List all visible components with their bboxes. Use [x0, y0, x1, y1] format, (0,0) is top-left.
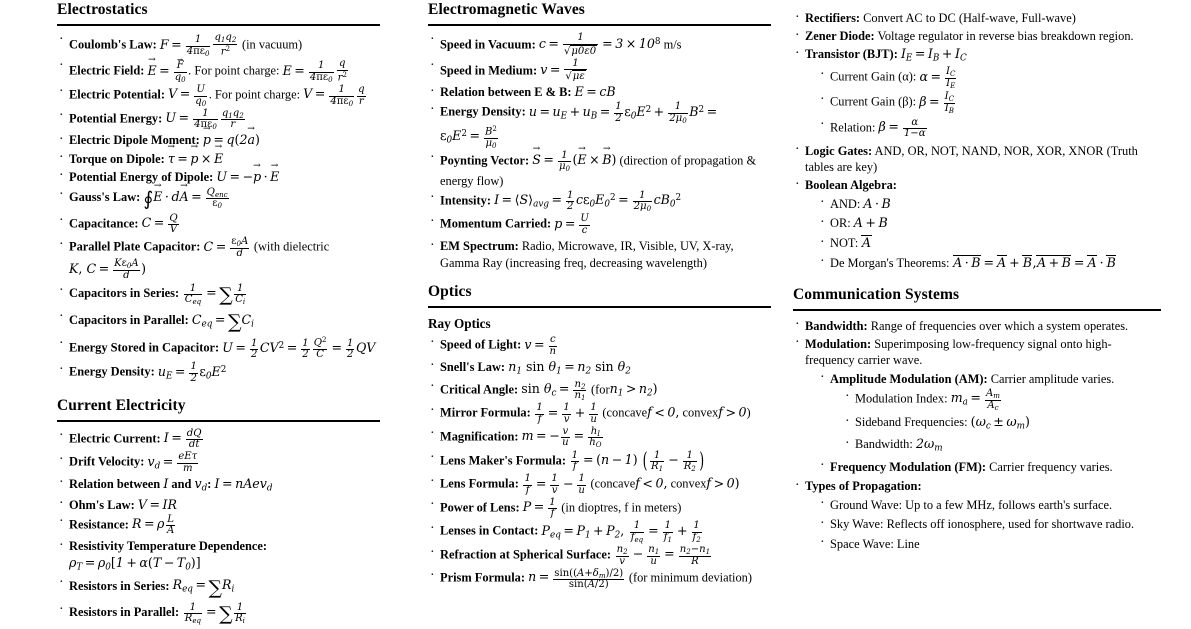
list-item [428, 84, 771, 101]
formula-prism: n = $\frac{\sin((A+\delta_m)/2)}{\sin(A/2)}$ [528, 567, 624, 591]
term-label: Electric Field: [69, 63, 145, 78]
electrostatics-list [57, 33, 380, 385]
am-sublist [843, 389, 1161, 456]
formula-cap-parallel: $C_{eq} = \sum C_i$ [191, 310, 254, 333]
formula-magnification: m = − $\frac{v}{u}$ = $\frac{h_I}{h_O}$ [521, 425, 602, 450]
formula-or: A + B [853, 215, 888, 231]
section-heading-communication: Communication Systems [793, 285, 960, 303]
term-label: Snell's Law: [440, 359, 506, 374]
list-item [57, 362, 380, 384]
list-item [793, 10, 1161, 27]
term-label: Prism Formula: [440, 570, 525, 585]
current-electricity-list [57, 429, 380, 628]
section-heading-optics: Optics [428, 283, 472, 301]
list-item [428, 102, 771, 149]
formula-modulation-index: $m_a$ = $\frac{A_m}{A_c}$ [950, 388, 1000, 412]
term-label: Coulomb's Law: [69, 37, 157, 52]
formula-electric-potential: V = $\frac{U}{q_0}$ [168, 83, 207, 108]
term-label: Rectifiers: [805, 11, 861, 25]
sub-label: Current Gain (α): [830, 69, 917, 84]
formula-resistance: R = ρ $\frac{L}{A}$ [131, 513, 175, 537]
formula-ohms-law: V = IR [137, 496, 177, 512]
formula-bjt-currents: $I_E = I_B + I_C$ [900, 46, 967, 64]
list-item [57, 602, 380, 627]
term-label: Capacitance: [69, 215, 139, 230]
formula-lens-makers: $\frac{1}{f}$ = (n − 1) ( $\frac{1}{R_1}$ − $\frac{1}{R_2}$ ) [571, 447, 705, 474]
formula-em-energy-density-cont: $\varepsilon_0E^2$ = $\frac{B^2}{\mu_0}$ [440, 123, 497, 150]
list-item [57, 310, 380, 335]
list-item [428, 335, 771, 357]
heading-rule [428, 24, 771, 26]
sub-label: Modulation Index: [855, 391, 948, 406]
unit-label: m/s [663, 37, 682, 52]
term-label: EM Spectrum: [440, 239, 519, 254]
term-label: Torque on Dipole: [69, 151, 165, 166]
list-item [793, 318, 1161, 335]
formula-dipole-energy: U = −p → · E → [216, 169, 279, 184]
term-label: Relation between [69, 476, 161, 491]
logic-gates-text: AND, OR, NOT, NAND, NOR, XOR, XNOR (Truth tables are key) [805, 143, 1138, 175]
list-item [57, 429, 380, 451]
formula-beta-alpha: β = $\frac{\alpha}{1-\alpha}$ [878, 116, 926, 140]
list-item [428, 33, 771, 57]
fm-text: Carrier frequency varies. [989, 459, 1113, 474]
formula-cap-series: $\frac{1}{C_{eq}}$ = ∑ $\frac{1}{C_i}$ [184, 282, 246, 307]
formula-electric-field: E → = $\frac{F \to}{q_0}$ [147, 63, 188, 78]
ground-wave-text: Ground Wave: Up to a few MHz, follows earth's surface. [830, 497, 1113, 512]
list-item [57, 169, 380, 186]
list-item [57, 59, 380, 84]
sub-label: Sideband Frequencies: [855, 415, 968, 430]
list-item [843, 436, 1161, 455]
formula-e-cb: E = cB [574, 84, 616, 100]
section-heading-electrostatics: Electrostatics [57, 1, 148, 18]
list-item [57, 336, 380, 361]
term-label: Resistors in Parallel: [69, 605, 180, 620]
symbol-vd: $v_d$ [194, 475, 208, 494]
term-label: Parallel Plate Capacitor: [69, 239, 201, 254]
boolean-sublist [818, 196, 1161, 272]
formula-lenses-contact: $P_{eq} = P_1 + P_2$, $\frac{1}{f_{eq}}$ = $\frac{1}{f_1}$ + $\frac{1}{f_2}$ [541, 520, 701, 545]
formula-and: A · B [863, 195, 891, 211]
formula-sideband: $(\omega_c \pm \omega_m)$ [970, 414, 1030, 432]
term-label: Gauss's Law: [69, 189, 141, 204]
term-label: Capacitors in Series: [69, 285, 180, 300]
formula-note: . For point charge: [188, 63, 280, 78]
term-label: Relation between E & B: [440, 85, 572, 100]
formula-speed-of-light: v = $\frac{c}{n}$ [524, 334, 557, 357]
list-item [57, 452, 380, 474]
formula-capacitance: C = $\frac{Q}{V}$ [141, 212, 178, 236]
formula-note: convex [670, 476, 707, 491]
term-label: Bandwidth: [805, 318, 868, 333]
formula-note: (concave [602, 405, 648, 420]
term-label: Potential Energy: [69, 110, 163, 125]
term-label: Refraction at Spherical Surface: [440, 547, 612, 562]
term-label: Electric Dipole Moment: [69, 133, 200, 148]
sub-label: NOT: [830, 236, 859, 251]
formula-note: . For point charge: [208, 87, 301, 102]
term-label: Power of Lens: [440, 500, 520, 515]
formula-potential-energy: U = $\frac{1}{4\pi\varepsilon_0}$ $\frac{q_1q_2}{r}$ [165, 107, 244, 132]
list-item [793, 46, 1161, 140]
formula-em-energy-density: $u = u_E + u_B$ = $\frac{1}{2}$ $\varepsilon_0E^2$ + $\frac{1}{2\mu_0}$ $B^2$ = [528, 101, 718, 126]
list-item [428, 191, 771, 213]
list-item [818, 255, 1161, 272]
sub-label: Relation: [830, 119, 876, 134]
list-item [818, 92, 1161, 114]
colon: : [207, 476, 212, 491]
formula-parallel-plate: C = $\frac{\varepsilon_0A}{d}$ [203, 236, 249, 259]
term-label: Ohm's Law: [69, 497, 135, 512]
formula-speed-medium: v = $\frac{1}{√\mu\varepsilon}$ [540, 57, 585, 83]
list-item [57, 33, 380, 58]
list-item [428, 59, 771, 83]
formula-note: (in vacuum) [241, 37, 303, 52]
formula-coulombs-law: F = $\frac{1}{4\pi\varepsilon_0}$ $\frac{q_1q_2}{r^2}$ [159, 31, 237, 58]
list-item [57, 151, 380, 168]
column-middle [400, 0, 793, 629]
sub-label: OR: [830, 216, 851, 231]
formula-resistors-parallel: $\frac{1}{R_{eq}}$ = ∑ $\frac{1}{R_i}$ [184, 601, 245, 626]
term-label: Modulation: [805, 336, 872, 351]
term-label: Logic Gates: [805, 143, 873, 158]
sub-label: De Morgan's Theorems: [830, 255, 950, 270]
formula-drift-velocity: $v_d$ = $\frac{\text{eEτ}}{m}$ [147, 451, 198, 474]
propagation-sublist [818, 497, 1161, 553]
term-label: Lens Formula: [440, 476, 519, 491]
list-item [818, 371, 1161, 456]
list-item [57, 538, 380, 574]
subsection-heading-ray-optics: Ray Optics [428, 316, 491, 332]
conjunction: and [171, 476, 192, 491]
ray-optics-list [428, 335, 771, 591]
communication-list [793, 318, 1161, 553]
list-item [57, 214, 380, 236]
formula-torque: τ → = p → × E → [168, 151, 223, 166]
formula-note: (for minimum deviation) [628, 570, 753, 585]
term-label: Energy Density: [69, 364, 155, 379]
term-label: Magnification: [440, 429, 519, 444]
formula-i-nAevd: I = nAev$_d$ [214, 475, 273, 494]
term-label: Capacitors in Parallel: [69, 312, 189, 327]
list-item [428, 498, 771, 520]
term-label: Speed in Medium: [440, 62, 538, 77]
em-spectrum-text: Radio, Microwave, IR, Visible, UV, X-ray, Gamma Ray (increasing freq, decreasing wavelength) [440, 239, 734, 270]
space-wave-text: Space Wave: Line [830, 536, 920, 551]
list-item [57, 476, 380, 495]
term-label: Electric Current: [69, 430, 161, 445]
closing-paren: ) [746, 405, 751, 420]
formula-dielectric: K, C = $\frac{K\varepsilon_0A}{d}$ ) [69, 258, 147, 282]
formula-am-bandwidth: $2\omega_m$ [915, 436, 943, 454]
list-item [57, 515, 380, 537]
list-item [428, 427, 771, 449]
term-label: Momentum Carried: [440, 216, 552, 231]
list-item [428, 403, 771, 425]
list-item [818, 196, 1161, 213]
list-item [793, 478, 1161, 552]
list-item [428, 359, 771, 378]
list-item [818, 497, 1161, 514]
list-item [818, 516, 1161, 533]
sub-label: Bandwidth: [855, 437, 913, 452]
term-label: Boolean Algebra: [805, 178, 897, 193]
formula-de-morgan: A · B = A + B,A + B = A · B [953, 254, 1116, 270]
formula-dipole-moment: p → = q(2a →) [203, 132, 260, 147]
sky-wave-text: Sky Wave: Reflects off ionosphere, used for shortwave radio. [830, 517, 1135, 532]
condition-n1-n2: $n_1 > n_2$) [609, 380, 658, 399]
formula-note: (direction of propagation & energy flow) [440, 153, 757, 188]
list-item [818, 215, 1161, 232]
list-item [793, 28, 1161, 45]
sub-label: Frequency Modulation (FM): [830, 459, 987, 474]
formula-poynting: S → = $\frac{1}{\mu_0}$ (E → × B →) [532, 152, 616, 167]
modulation-text: Superimposing low-frequency signal onto high-frequency carrier wave. [805, 336, 1112, 368]
term-label: Electric Potential: [69, 87, 165, 102]
formula-electric-field-point: E = $\frac{1}{4\pi\varepsilon_0}$ $\frac{q}{r^2}$ [282, 57, 347, 84]
list-item [428, 447, 771, 474]
term-label: Drift Velocity: [69, 454, 145, 469]
formula-electric-current: I = $\frac{dQ}{dt}$ [163, 427, 202, 451]
condition-concave: f < 0, [635, 475, 668, 491]
list-item [793, 143, 1161, 176]
heading-rule [57, 420, 380, 422]
zener-text: Voltage regulator in reverse bias breakdown region. [877, 29, 1134, 43]
list-item [843, 389, 1161, 411]
bandwidth-text: Range of frequencies over which a system operates. [870, 318, 1129, 333]
formula-note: convex [682, 405, 719, 420]
list-item [57, 187, 380, 212]
formula-resistivity-temp: $\rho_T = \rho_0[1 + \alpha(T - T_0)]$ [69, 554, 201, 573]
formula-momentum: p = $\frac{U}{c}$ [554, 213, 589, 237]
list-item [793, 336, 1161, 476]
formula-beta: β = $\frac{I_C}{I_B}$ [919, 91, 954, 115]
list-item [818, 118, 1161, 140]
list-item [428, 151, 771, 190]
term-label: Zener Diode: [805, 29, 875, 43]
formula-note: (in dioptres, f in meters) [561, 500, 682, 515]
term-label: Energy Density: [440, 104, 526, 119]
formula-note: (with dielectric [253, 239, 330, 254]
list-item [818, 459, 1161, 476]
am-text: Carrier amplitude varies. [990, 371, 1115, 386]
term-label: Resistors in Series: [69, 578, 170, 593]
formula-critical-angle: $\sin \theta_c$ = $\frac{n_2}{n_1}$ [521, 378, 586, 403]
section-heading-em-waves: Electromagnetic Waves [428, 1, 585, 18]
list-item [428, 474, 771, 496]
term-label: Intensity: [440, 193, 491, 208]
column-right [793, 0, 1191, 629]
formula-gauss-law: ∮E → · dA → = $\frac{Q_{enc}}{\varepsilon_0}$ [143, 189, 230, 204]
term-label: Speed in Vacuum: [440, 37, 536, 52]
term-label: Transistor (BJT): [805, 47, 898, 61]
em-waves-list [428, 33, 771, 271]
term-label: Poynting Vector: [440, 153, 530, 167]
symbol-i: I [163, 475, 169, 491]
term-label: Types of Propagation: [805, 479, 922, 494]
formula-note: (concave [590, 476, 636, 491]
formula-power-lens: P = $\frac{1}{f}$ [522, 496, 556, 520]
formula-energy-density-e: $u_E$ = $\frac{1}{2}$ $\varepsilon_0E^2$ [157, 361, 227, 384]
column-left [0, 0, 400, 629]
term-label: Energy Stored in Capacitor: [69, 341, 220, 356]
formula-not: A [861, 235, 872, 251]
formula-lens: $\frac{1}{f}$ = $\frac{1}{v}$ − $\frac{1}{u}$ [524, 473, 585, 496]
term-label: Resistance: [69, 517, 129, 532]
formula-resistors-series: $R_{eq} = \sum R_i$ [172, 576, 235, 599]
sub-label: Amplitude Modulation (AM): [830, 371, 988, 386]
list-item [428, 214, 771, 236]
list-item [57, 237, 380, 281]
term-label: Lens Maker's Formula: [440, 452, 566, 467]
formula-note: (for [591, 381, 610, 396]
list-item [428, 569, 771, 591]
formula-speed-vacuum: c = $\frac{1}{√\mu 0\varepsilon 0}$ = $3 \times 10^8$ [538, 31, 661, 57]
formula-refraction-spherical: $\frac{n_2}{v}$ − $\frac{n_1}{u}$ = $\frac{n_2-n_1}{R}$ [616, 544, 711, 567]
list-item [57, 497, 380, 514]
term-label: Resistivity Temperature Dependence: [69, 539, 267, 554]
list-item [428, 380, 771, 402]
list-item [818, 536, 1161, 553]
list-item [57, 85, 380, 107]
list-item [57, 576, 380, 601]
formula-energy-stored: U = $\frac{1}{2}$ $CV^2$ = $\frac{1}{2}$ $\frac{Q^2}{C}$ = $\frac{1}{2}$ QV [222, 335, 376, 361]
formula-intensity: $I = ⟨S⟩_{avg}$ = $\frac{1}{2}$ $c\varepsilon_0E_0^2$ = $\frac{1}{2\mu_0}$ $cB_0^2$ [494, 189, 682, 214]
heading-rule [57, 24, 380, 26]
bjt-sublist [818, 67, 1161, 139]
term-label: Potential Energy of Dipole: [69, 169, 214, 184]
condition-convex: f > 0) [706, 475, 740, 491]
list-item [843, 414, 1161, 433]
term-label: Critical Angle: [440, 381, 519, 396]
formula-snells-law: $n_1$ $\sin \theta_1 = n_2$ $\sin \theta_2$ [508, 358, 631, 377]
term-label: Lenses in Contact: [440, 523, 539, 538]
modulation-sublist [818, 371, 1161, 476]
semiconductor-list [793, 10, 1161, 272]
list-item [793, 177, 1161, 271]
sub-label: Current Gain (β): [830, 94, 917, 109]
condition-concave: f < 0, [647, 404, 680, 420]
list-item [428, 545, 771, 567]
list-item [428, 521, 771, 543]
heading-rule [428, 306, 771, 308]
list-item [57, 283, 380, 308]
rectifiers-text: Convert AC to DC (Half-wave, Full-wave) [863, 11, 1076, 25]
section-heading-current-electricity: Current Electricity [57, 396, 186, 414]
list-item [57, 109, 380, 131]
list-item [428, 238, 771, 271]
term-label: Mirror Formula: [440, 405, 531, 420]
list-item [818, 67, 1161, 89]
formula-potential-point: V = $\frac{1}{4\pi\varepsilon_0}$ $\frac{q}{r}$ [303, 83, 365, 108]
formula-mirror: $\frac{1}{f}$ = $\frac{1}{v}$ + $\frac{1}{u}$ [536, 402, 597, 425]
list-item [818, 235, 1161, 252]
condition-convex: f > 0 [718, 404, 747, 420]
sub-label: AND: [830, 196, 861, 211]
heading-rule [793, 309, 1161, 311]
formula-alpha: α = $\frac{I_C}{I_E}$ [919, 66, 956, 90]
term-label: Speed of Light: [440, 337, 522, 352]
